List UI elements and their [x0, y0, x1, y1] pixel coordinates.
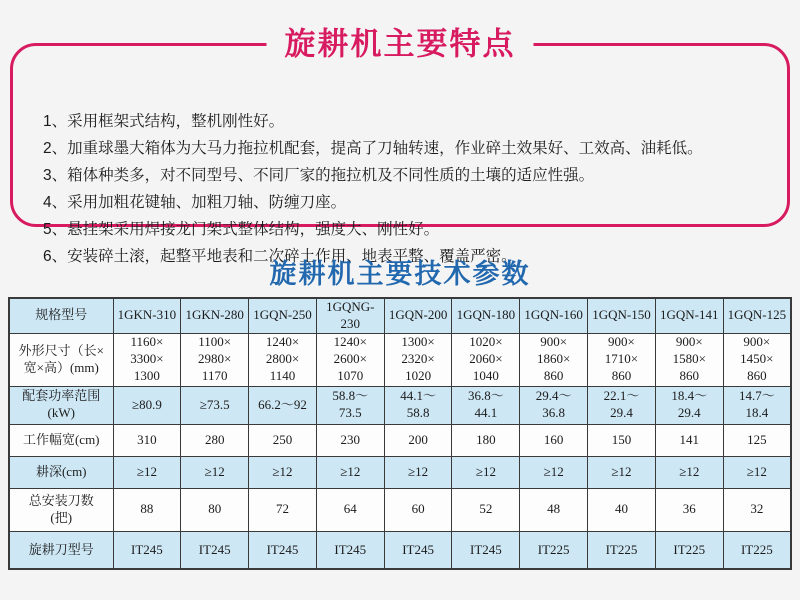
value-cell-width: 200	[384, 424, 452, 456]
features-list	[43, 108, 793, 270]
model-header-cell: 1GQN-125	[723, 298, 791, 333]
value-cell-blades: 60	[384, 488, 452, 531]
value-cell-power: ≥80.9	[113, 386, 181, 424]
model-header-cell: 1GKN-310	[113, 298, 181, 333]
model-header-cell: 1GQN-200	[384, 298, 452, 333]
table-row-model	[9, 531, 791, 569]
value-cell-blades: 64	[316, 488, 384, 531]
value-cell-depth: ≥12	[588, 456, 656, 488]
value-cell-power: 36.8～ 44.1	[452, 386, 520, 424]
value-cell-model: IT245	[452, 531, 520, 569]
model-header-cell: 1GQN-150	[588, 298, 656, 333]
value-cell-model: IT225	[588, 531, 656, 569]
row-label-width: 工作幅宽(cm)	[9, 424, 113, 456]
model-header-cell: 1GQN-160	[520, 298, 588, 333]
value-cell-dims: 1300× 2320× 1020	[384, 333, 452, 386]
specs-table	[8, 297, 792, 570]
feature-item: 5、悬挂架采用焊接龙门架式整体结构，强度大、刚性好。	[43, 221, 440, 238]
value-cell-power: 66.2～92	[249, 386, 317, 424]
value-cell-dims: 900× 1450× 860	[723, 333, 791, 386]
table-row-width	[9, 424, 791, 456]
value-cell-width: 180	[452, 424, 520, 456]
value-cell-model: IT225	[655, 531, 723, 569]
feature-item: 1、采用框架式结构，整机刚性好。	[43, 113, 285, 130]
feature-item: 2、加重球墨大箱体为大马力拖拉机配套，提高了刀轴转速，作业碎土效果好、工效高、油耗低。	[43, 140, 703, 157]
row-label-dims: 外形尺寸（长× 宽×高）(mm)	[9, 333, 113, 386]
value-cell-model: IT245	[316, 531, 384, 569]
model-header-cell: 1GQNG-230	[316, 298, 384, 333]
value-cell-model: IT225	[520, 531, 588, 569]
value-cell-width: 280	[181, 424, 249, 456]
value-cell-depth: ≥12	[249, 456, 317, 488]
value-cell-blades: 52	[452, 488, 520, 531]
value-cell-power: 18.4～ 29.4	[655, 386, 723, 424]
model-header-cell: 1GQN-180	[452, 298, 520, 333]
value-cell-depth: ≥12	[384, 456, 452, 488]
value-cell-blades: 80	[181, 488, 249, 531]
value-cell-width: 125	[723, 424, 791, 456]
value-cell-power: 14.7～ 18.4	[723, 386, 791, 424]
value-cell-dims: 1020× 2060× 1040	[452, 333, 520, 386]
value-cell-blades: 88	[113, 488, 181, 531]
features-box	[10, 43, 790, 265]
value-cell-blades: 40	[588, 488, 656, 531]
table-row-depth	[9, 456, 791, 488]
model-header-cell: 1GQN-250	[249, 298, 317, 333]
table-header-row	[9, 298, 791, 333]
specs-title: 旋耕机主要技术参数	[269, 259, 531, 289]
model-header-cell: 1GQN-141	[655, 298, 723, 333]
value-cell-power: ≥73.5	[181, 386, 249, 424]
value-cell-depth: ≥12	[520, 456, 588, 488]
value-cell-model: IT245	[249, 531, 317, 569]
value-cell-power: 58.8～ 73.5	[316, 386, 384, 424]
spec-type-header-cell: 规格型号	[9, 298, 113, 333]
value-cell-depth: ≥12	[181, 456, 249, 488]
value-cell-width: 230	[316, 424, 384, 456]
value-cell-dims: 1100× 2980× 1170	[181, 333, 249, 386]
value-cell-dims: 1240× 2600× 1070	[316, 333, 384, 386]
table-row-dims	[9, 333, 791, 386]
row-label-model: 旋耕刀型号	[9, 531, 113, 569]
value-cell-dims: 1240× 2800× 1140	[249, 333, 317, 386]
value-cell-depth: ≥12	[723, 456, 791, 488]
table-row-power	[9, 386, 791, 424]
feature-item: 3、箱体种类多，对不同型号、不同厂家的拖拉机及不同性质的土壤的适应性强。	[43, 167, 595, 184]
table-row-blades	[9, 488, 791, 531]
value-cell-dims: 900× 1710× 860	[588, 333, 656, 386]
value-cell-width: 250	[249, 424, 317, 456]
feature-item: 4、采用加粗花键轴、加粗刀轴、防缠刀座。	[43, 194, 347, 211]
value-cell-model: IT245	[181, 531, 249, 569]
value-cell-model: IT245	[384, 531, 452, 569]
value-cell-width: 160	[520, 424, 588, 456]
value-cell-width: 310	[113, 424, 181, 456]
value-cell-blades: 32	[723, 488, 791, 531]
value-cell-depth: ≥12	[655, 456, 723, 488]
value-cell-dims: 1160× 3300× 1300	[113, 333, 181, 386]
value-cell-blades: 72	[249, 488, 317, 531]
value-cell-power: 29.4～ 36.8	[520, 386, 588, 424]
value-cell-dims: 900× 1580× 860	[655, 333, 723, 386]
value-cell-blades: 36	[655, 488, 723, 531]
feature-item: 6、安装碎土滚，起整平地表和二次碎土作用、地表平整、覆盖严密。	[43, 248, 517, 265]
value-cell-depth: ≥12	[316, 456, 384, 488]
row-label-power: 配套功率范围 (kW)	[9, 386, 113, 424]
value-cell-model: IT245	[113, 531, 181, 569]
value-cell-depth: ≥12	[113, 456, 181, 488]
value-cell-depth: ≥12	[452, 456, 520, 488]
row-label-depth: 耕深(cm)	[9, 456, 113, 488]
value-cell-power: 22.1～ 29.4	[588, 386, 656, 424]
value-cell-power: 44.1～ 58.8	[384, 386, 452, 424]
value-cell-dims: 900× 1860× 860	[520, 333, 588, 386]
features-title: 旋耕机主要特点	[267, 19, 534, 64]
row-label-blades: 总安装刀数 (把)	[9, 488, 113, 531]
value-cell-width: 141	[655, 424, 723, 456]
value-cell-blades: 48	[520, 488, 588, 531]
value-cell-model: IT225	[723, 531, 791, 569]
model-header-cell: 1GKN-280	[181, 298, 249, 333]
value-cell-width: 150	[588, 424, 656, 456]
